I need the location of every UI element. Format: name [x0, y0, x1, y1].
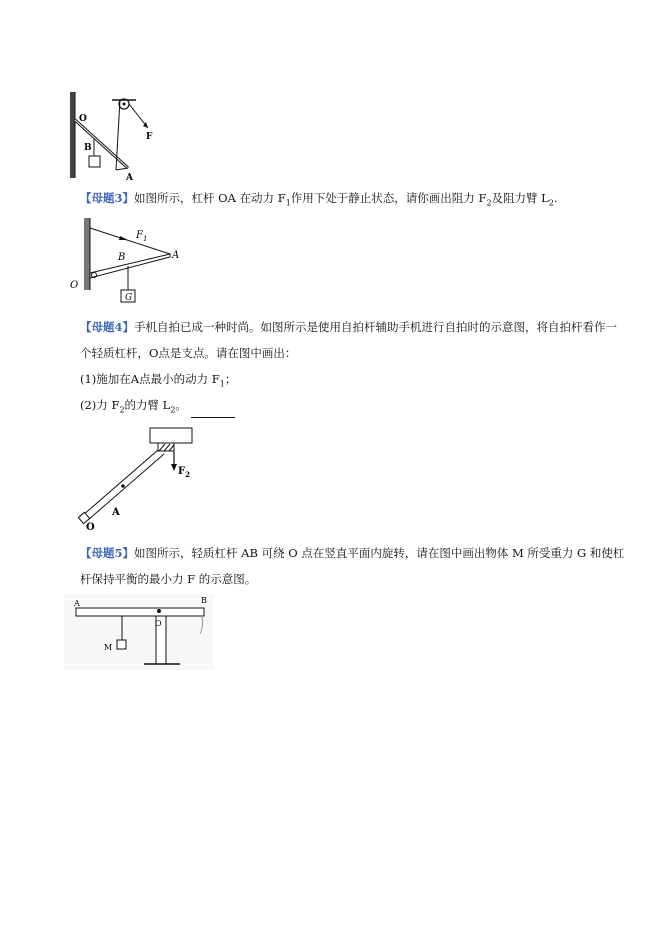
- q5-line1: [80, 545, 624, 561]
- q4-line1: [80, 319, 617, 335]
- q3-sub1: 1: [285, 198, 291, 208]
- q3-text-part1: 如图所示，杠杆 OA 在动力 F: [134, 191, 286, 205]
- q4-item2-sub2: 2: [170, 405, 176, 415]
- q3-sub3: 2: [548, 198, 554, 208]
- q4-item1-sub: 1: [219, 379, 225, 389]
- q4-line2: 个轻质杠杆，O点是支点。请在图中画出：: [80, 346, 297, 360]
- q4-item2-text2: 的力臂 L: [124, 398, 171, 412]
- label-f1: $F_1$: [136, 230, 148, 243]
- label-a: A: [74, 599, 80, 608]
- q5-line1-text: 如图所示，轻质杠杆 AB 可绕 O 点在竖直平面内旋转，请在图中画出物体 M 所受重力 G 和使杠: [134, 546, 625, 560]
- label-o: O: [70, 280, 79, 291]
- q5-tag: 【母题5】: [80, 546, 135, 560]
- label-f2: $F_2$: [178, 466, 190, 479]
- q3-paragraph: [80, 190, 558, 211]
- q3-figure-lever: [66, 212, 196, 308]
- q4-item1-text: (1)施加在A点最小的动力 F: [80, 372, 220, 386]
- q3-tag: 【母题3】: [80, 191, 135, 205]
- q3-text-end: .: [553, 191, 558, 205]
- label-b: B: [84, 143, 92, 153]
- q3-text-part3: 及阻力臂 L: [491, 191, 549, 205]
- q4-item1-end: ；: [224, 372, 237, 386]
- q3-text-part2: 作用下处于静止状态，请你画出阻力 F: [290, 191, 487, 205]
- figure-pulley-lever: [60, 90, 170, 182]
- label-g: G: [125, 293, 133, 303]
- label-a: A: [172, 250, 180, 261]
- label-o: O: [86, 522, 95, 532]
- q4-line1-text: 手机自拍已成一种时尚。如图所示是使用自拍杆辅助手机进行自拍时的示意图，将自拍杆看作一: [134, 320, 618, 334]
- label-f: F: [146, 132, 153, 142]
- label-o: O: [79, 114, 87, 124]
- q4-item2-sub1: 2: [119, 405, 125, 415]
- label-a: A: [126, 173, 133, 182]
- q4-item2-text: (2)力 F: [80, 398, 120, 412]
- q4-item1: [80, 371, 236, 392]
- answer-blank[interactable]: [191, 405, 235, 418]
- q4-tag: 【母题4】: [80, 320, 135, 334]
- q5-line2: 杆保持平衡的最小力 F 的示意图。: [80, 572, 257, 586]
- label-a: A: [112, 507, 120, 518]
- label-b: B: [118, 252, 126, 263]
- q4-item2-end: 。: [175, 398, 187, 412]
- q3-sub2: 2: [486, 198, 492, 208]
- label-b: B: [201, 596, 207, 605]
- label-o: O: [155, 619, 162, 628]
- q4-figure-selfie-stick: [78, 424, 208, 532]
- q4-item2: [80, 397, 235, 418]
- q5-figure-lever-stand: [64, 594, 214, 670]
- label-m: M: [104, 643, 113, 652]
